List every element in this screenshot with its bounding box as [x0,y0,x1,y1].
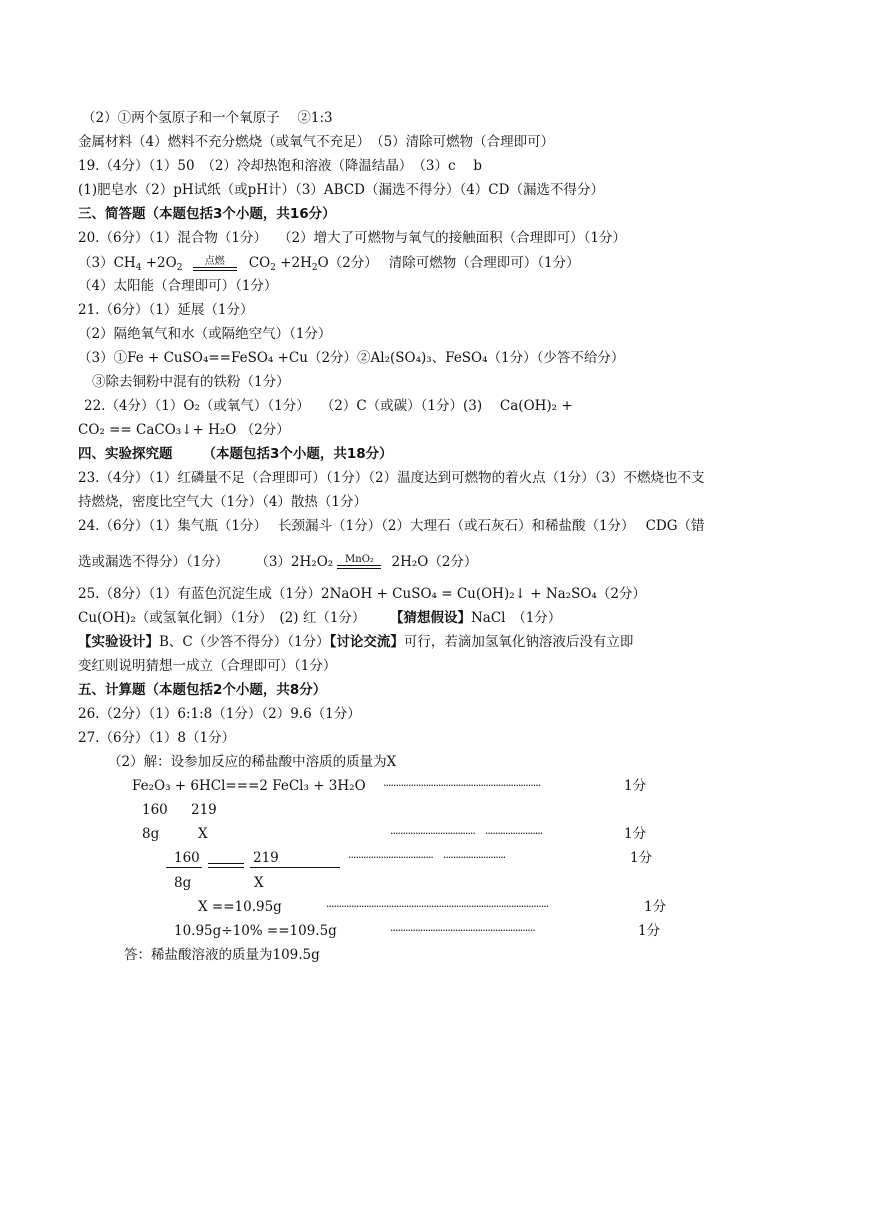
mass-x: X [198,826,208,842]
final-answer: 答：稀盐酸溶液的质量为109.5g [124,947,320,963]
line-25-4: 变红则说明猜想一成立（合理即可）（1分） [78,658,337,674]
score-3: 1分 [630,850,653,866]
line-20: 20.（6分）（1）混合物（1分） （2）增大了可燃物与氧气的接触面积（合理即可）（1分） [78,230,626,246]
score-4: 1分 [644,899,667,915]
line-21-3: （3）①Fe + CuSO₄==FeSO₄ +Cu（2分）②Al₂(SO₄)₃、FeSO₄（1分）（少答不给分） [78,350,625,366]
line-20-4: （4）太阳能（合理即可）（1分） [78,278,278,294]
fraction-2-numerator: 219 [253,850,279,866]
line-23-cont: 持燃烧，密度比空气大（1分）（4）散热（1分） [78,494,368,510]
line-27-2: （2）解：设参加反应的稀盐酸中溶质的质量为X [108,754,397,770]
line-19-cont: (1)肥皂水（2）pH试纸（或pH计）（3）ABCD（漏选不得分）（4）CD（漏选不得分） [78,182,604,198]
score-1: 1分 [624,778,647,794]
line-20-3: $(3)CH_4 +2O_2$ 点燃 $CO_2 +2H_2O(2$分） 清除可燃物（合理即可）（1分） [78,255,580,273]
dot-leader-4: ························································································· [326,900,549,913]
score-5: 1分 [638,923,661,939]
line-22-cont: CO₂ == CaCO₃↓+ H₂O （2分） [78,422,290,438]
line-21: 21.（6分）（1）延展（1分） [78,302,254,318]
line-26: 26.（2分）（1）6:1:8（1分）（2）9.6（1分） [78,706,361,722]
line-25-3: 【实验设计】B、C（少答不得分）（1分）【讨论交流】可行，若滴加氢氧化钠溶液后没有立即 [78,634,634,650]
dot-leader-2: ·································· ······················· [390,827,543,840]
line-25-2: Cu(OH)₂（或氢氧化铜）（1分） (2) 红（1分） 【猜想假设】NaCl （1分） [78,610,562,626]
fraction-1-numerator: 160 [174,850,200,866]
line-22: 22.（4分）（1）O₂（或氧气）（1分） （2）C（或碳）（1分）(3) Ca(OH)₂ + [84,398,573,414]
fraction-1-denominator: 8g [174,875,192,891]
dot-leader-1: ······························································· [383,779,541,792]
line-21-2: （2）隔绝氧气和水（或隔绝空气）（1分） [78,326,332,342]
line-24: 24.（6分）（1）集气瓶（1分） 长颈漏斗（1分）（2）大理石（或石灰石）和稀盐酸（1分） CDG（错 [78,518,705,534]
fraction-2-denominator: X [254,875,264,891]
line-18-2: （2）①两个氢原子和一个氧原子 ②1:3 [82,110,333,126]
section-3-heading: 三、简答题（本题包括3个小题，共16分） [78,206,336,222]
equals-sign [208,863,244,868]
molar-mass-fe2o3: 160 [142,802,168,818]
section-4-heading: 四、实验探究题 （本题包括3个小题，共18分） [78,446,393,462]
line-24-cont: 选或漏选不得分）（1分） （3）2H₂O₂ MnO₂ 2H₂O（2分） [78,554,478,570]
result-x: X ==10.95g [198,899,282,915]
catalyst-condition: MnO₂ [337,554,381,569]
result-solution-mass: 10.95g÷10% ==109.5g [174,923,337,939]
section-5-heading: 五、计算题（本题包括2个小题，共8分） [78,682,327,698]
line-18-3: 金属材料（4）燃料不充分燃烧（或氧气不充足） （5）清除可燃物（合理即可） [78,134,555,150]
reaction-equation: Fe₂O₃ + 6HCl===2 FeCl₃ + 3H₂O [132,778,366,794]
line-23: 23.（4分）（1）红磷量不足（合理即可）（1分）（2）温度达到可燃物的着火点（1分）（3）不燃烧也不支 [78,470,705,486]
mass-fe2o3: 8g [142,826,160,842]
line-27: 27.（6分）（1）8（1分） [78,730,236,746]
dot-leader-3: ·································· ························· [348,851,506,864]
score-2: 1分 [624,826,647,842]
fraction-2-bar [250,867,340,868]
line-21-3c: ③除去铜粉中混有的铁粉（1分） [92,374,290,390]
ignition-condition: 点燃 [193,256,237,271]
molar-mass-hcl: 219 [191,802,217,818]
line-19: 19.（4分）（1）50 （2）冷却热饱和溶液（降温结晶） （3）c b [78,158,482,174]
dot-leader-5: ·························································· [390,924,535,937]
fraction-1-bar [166,867,202,868]
line-25: 25.（8分）（1）有蓝色沉淀生成（1分）2NaOH + CuSO₄ = Cu(OH)₂↓ + Na₂SO₄（2分） [78,586,646,602]
